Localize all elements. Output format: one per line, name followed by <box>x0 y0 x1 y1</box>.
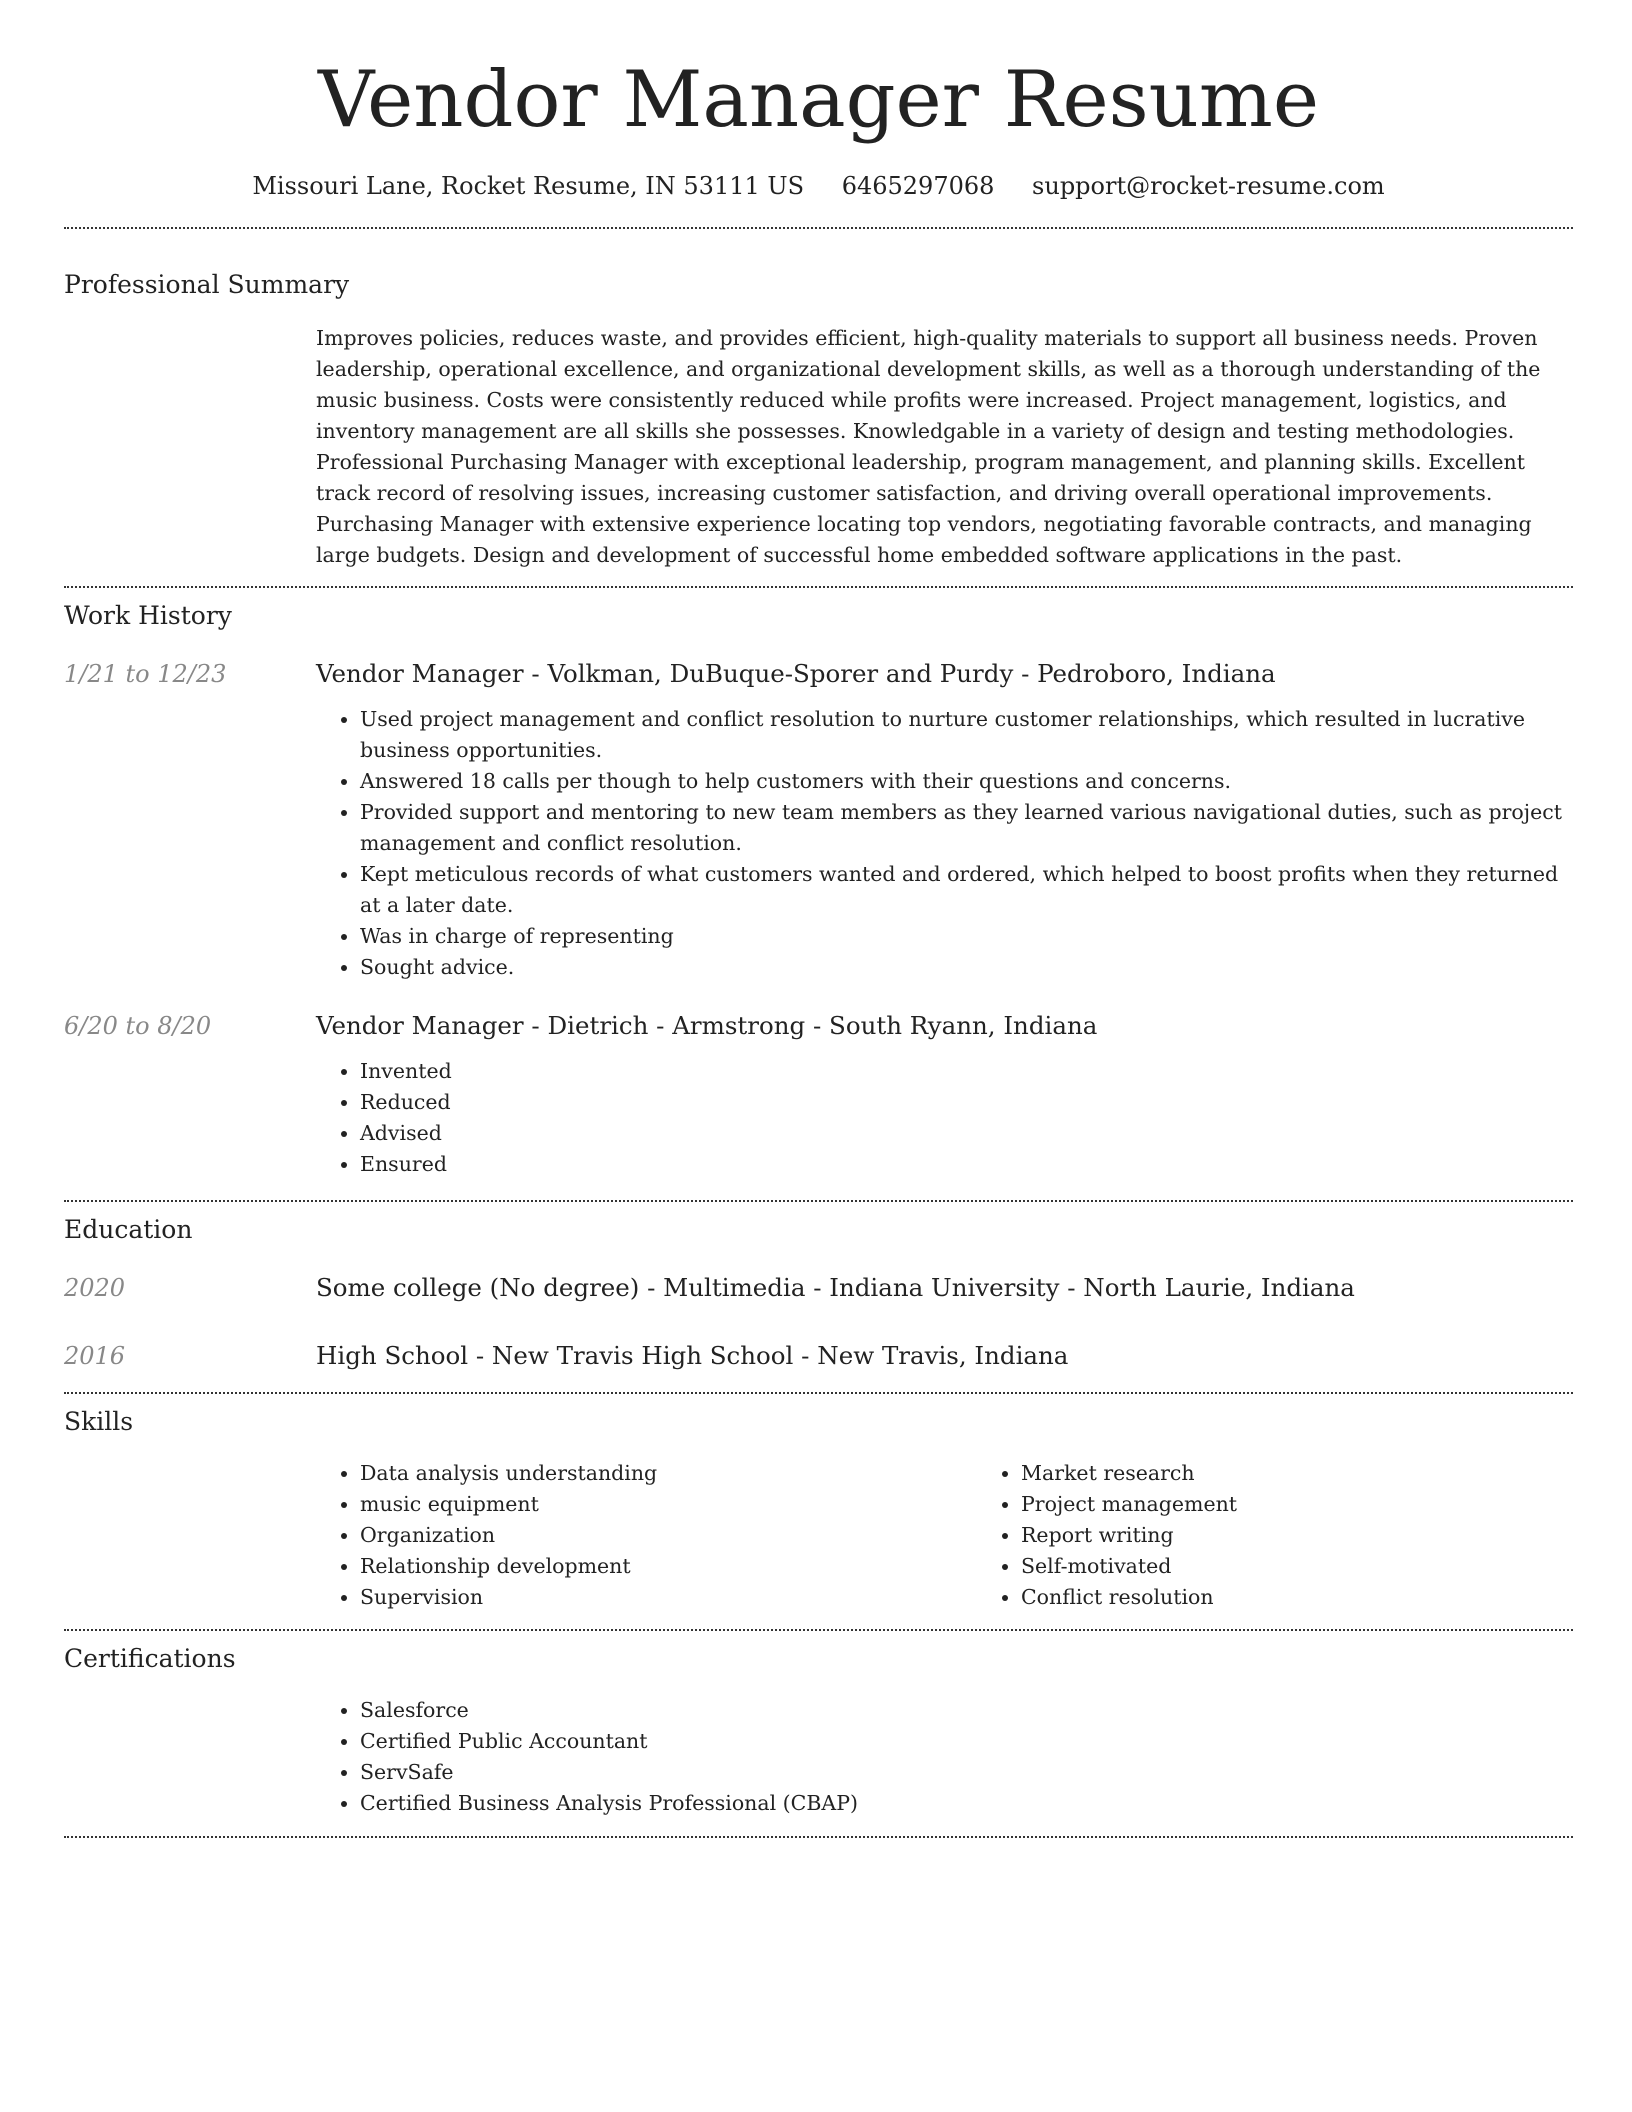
resume-title: Vendor Manager Resume <box>317 55 1320 145</box>
list-item: • Used project management and conflict resolution to nurture customer relationships, which resulted in lucrative business opportunities. <box>360 704 1573 766</box>
contact-line <box>64 170 1573 202</box>
job-employer: - Dietrich - Armstrong - South Ryann, Indiana <box>523 1011 1098 1040</box>
work-history-section <box>64 600 1573 1180</box>
list-item: • Supervision <box>360 1582 977 1613</box>
list-item: • Invented <box>360 1056 1573 1087</box>
education-entry <box>64 1272 1573 1304</box>
education-heading <box>316 1340 1573 1372</box>
education-year: 2020 <box>64 1274 126 1302</box>
job-entry <box>64 658 1573 983</box>
list-item: • Self-motivated <box>1021 1551 1632 1582</box>
list-item: • Report writing <box>1021 1520 1632 1551</box>
list-item: • Ensured <box>360 1149 1573 1180</box>
divider <box>64 1200 1573 1202</box>
education-school: - Indiana University - North Laurie, Indiana <box>805 1273 1355 1302</box>
divider <box>64 1392 1573 1394</box>
contact-phone: 6465297068 <box>841 172 995 200</box>
certifications-list <box>316 1695 1573 1819</box>
education-year: 2016 <box>64 1342 126 1370</box>
list-item: • Salesforce <box>360 1695 1573 1726</box>
job-dates: 1/21 to 12/23 <box>64 660 227 688</box>
summary-text: Improves policies, reduces waste, and provides efficient, high-quality materials to support all business needs. Proven leadership, operational excellence, and organizational development skills, as well as a thorough understanding of the music business. Costs were consistently reduced while profits were increased. Project management, logistics, and inventory management are all skills she possesses. Knowledgable in a variety of design and testing methodologies. Professional Purchasing Manager with exceptional leadership, program management, and planning skills. Excellent track record of resolving issues, increasing customer satisfaction, and driving overall operational improvements. Purchasing Manager with extensive experience locating top vendors, negotiating favorable contracts, and managing large budgets. Design and development of successful home embedded software applications in the past. <box>316 326 1541 567</box>
list-item: • Data analysis understanding <box>360 1458 977 1489</box>
job-title: Vendor Manager <box>316 659 524 688</box>
job-heading <box>316 658 1573 690</box>
list-item: • Reduced <box>360 1087 1573 1118</box>
divider <box>64 586 1573 588</box>
list-item: • Sought advice. <box>360 952 1573 983</box>
section-heading-skills: Skills <box>64 1407 134 1436</box>
divider <box>64 1836 1573 1838</box>
education-degree: High School <box>316 1341 469 1370</box>
list-item: • Certified Business Analysis Professional (CBAP) <box>360 1788 1573 1819</box>
job-entry <box>64 1010 1573 1180</box>
list-item: • Answered 18 calls per though to help customers with their questions and concerns. <box>360 766 1573 797</box>
job-title: Vendor Manager <box>316 1011 524 1040</box>
resume-page <box>64 0 1573 1838</box>
section-heading-summary: Professional Summary <box>64 270 350 299</box>
education-entry <box>64 1340 1573 1372</box>
education-degree: Some college (No degree) - Multimedia <box>316 1273 806 1302</box>
contact-address: Missouri Lane, Rocket Resume, IN 53111 US <box>252 172 805 200</box>
job-heading <box>316 1010 1573 1042</box>
list-item: • Project management <box>1021 1489 1632 1520</box>
divider <box>64 1629 1573 1631</box>
list-item: • Conflict resolution <box>1021 1582 1632 1613</box>
section-heading-certifications: Certifications <box>64 1644 236 1673</box>
list-item: • Market research <box>1021 1458 1632 1489</box>
job-bullets <box>316 1056 1573 1180</box>
list-item: • Relationship development <box>360 1551 977 1582</box>
skills-column-right <box>977 1458 1632 1613</box>
list-item: • Organization <box>360 1520 977 1551</box>
list-item: • Was in charge of representing <box>360 921 1573 952</box>
job-bullets <box>316 704 1573 983</box>
job-employer: - Volkman, DuBuque-Sporer and Purdy - Pedroboro, Indiana <box>523 659 1276 688</box>
list-item: • Provided support and mentoring to new team members as they learned various navigational duties, such as project management and conflict resolution. <box>360 797 1573 859</box>
professional-summary-section <box>64 269 1573 571</box>
divider <box>64 227 1573 229</box>
list-item: • Certified Public Accountant <box>360 1726 1573 1757</box>
list-item: • ServSafe <box>360 1757 1573 1788</box>
certifications-section <box>64 1643 1573 1819</box>
skills-section <box>64 1406 1573 1613</box>
skills-column-left <box>316 1458 977 1613</box>
education-heading <box>316 1272 1573 1304</box>
education-section <box>64 1214 1573 1372</box>
job-dates: 6/20 to 8/20 <box>64 1012 212 1040</box>
education-school: - New Travis High School - New Travis, Indiana <box>468 1341 1069 1370</box>
section-heading-work: Work History <box>64 601 232 630</box>
contact-email: support@rocket-resume.com <box>1032 172 1385 200</box>
skills-list <box>316 1458 1632 1613</box>
section-heading-education: Education <box>64 1215 193 1244</box>
list-item: • Kept meticulous records of what customers wanted and ordered, which helped to boost profits when they returned at a later date. <box>360 859 1573 921</box>
list-item: • Advised <box>360 1118 1573 1149</box>
list-item: • music equipment <box>360 1489 977 1520</box>
